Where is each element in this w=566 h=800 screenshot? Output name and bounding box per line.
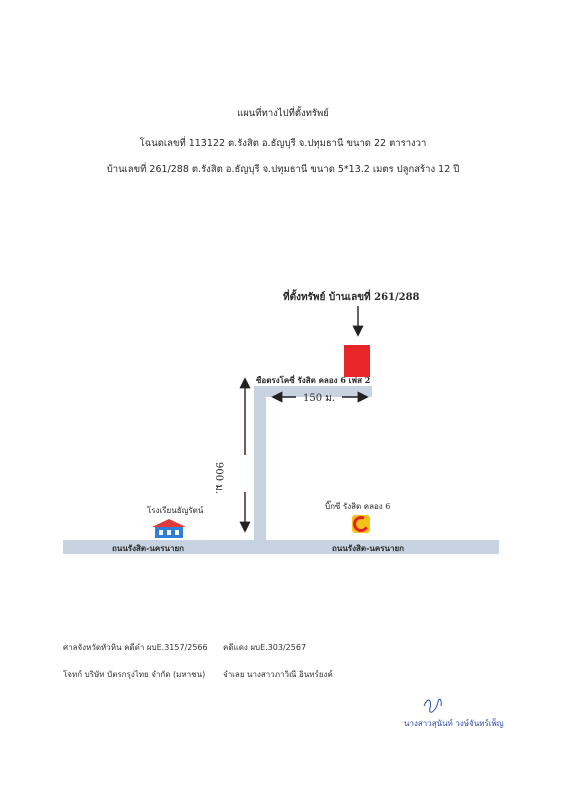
property-label: ที่ตั้งทรัพย์ บ้านเลขที่ 261/288 — [283, 292, 420, 303]
bigc-label: บิ๊กซี รังสิต คลอง 6 — [325, 502, 391, 511]
soi-label: ซือตรงโคซี่ รังสิต คลอง 6 เฟส 2 — [256, 375, 371, 385]
court-case-black: ศาลจังหวัดหัวหิน คดีดำ ผบE.3157/2566 — [63, 643, 208, 652]
defendant: จำเลย นางสาวภาวิณี อินทร์ยงค์ — [223, 670, 333, 679]
court-case-red: คดีแดง ผบE.303/2567 — [223, 643, 307, 652]
house-info: บ้านเลขที่ 261/288 ต.รังสิต อ.ธัญบุรี จ.ปทุมธานี ขนาด 5*13.2 เมตร ปลูกสร้าง 12 ปี — [106, 164, 460, 175]
plaintiff: โจทก์ บริษัท บัตรกรุงไทย จำกัด (มหาชน) — [63, 670, 206, 679]
signer-name: นางสาวสุนันท์ วงษ์จันทร์เพ็ญ — [404, 719, 504, 728]
vertical-distance-label: 900 ม. — [213, 462, 224, 495]
school-label: โรงเรียนธัญรัตน์ — [147, 506, 204, 515]
deed-info: โฉนดเลขที่ 113122 ต.รังสิต อ.ธัญบุรี จ.ปทุมธานี ขนาด 22 ตารางวา — [139, 138, 427, 149]
page-title: แผนที่ทางไปที่ตั้งทรัพย์ — [237, 108, 329, 119]
road-label-left: ถนนรังสิต-นครนายก — [112, 543, 184, 553]
road-label-right: ถนนรังสิต-นครนายก — [332, 543, 404, 553]
horizontal-distance-label: 150 ม. — [303, 393, 336, 404]
